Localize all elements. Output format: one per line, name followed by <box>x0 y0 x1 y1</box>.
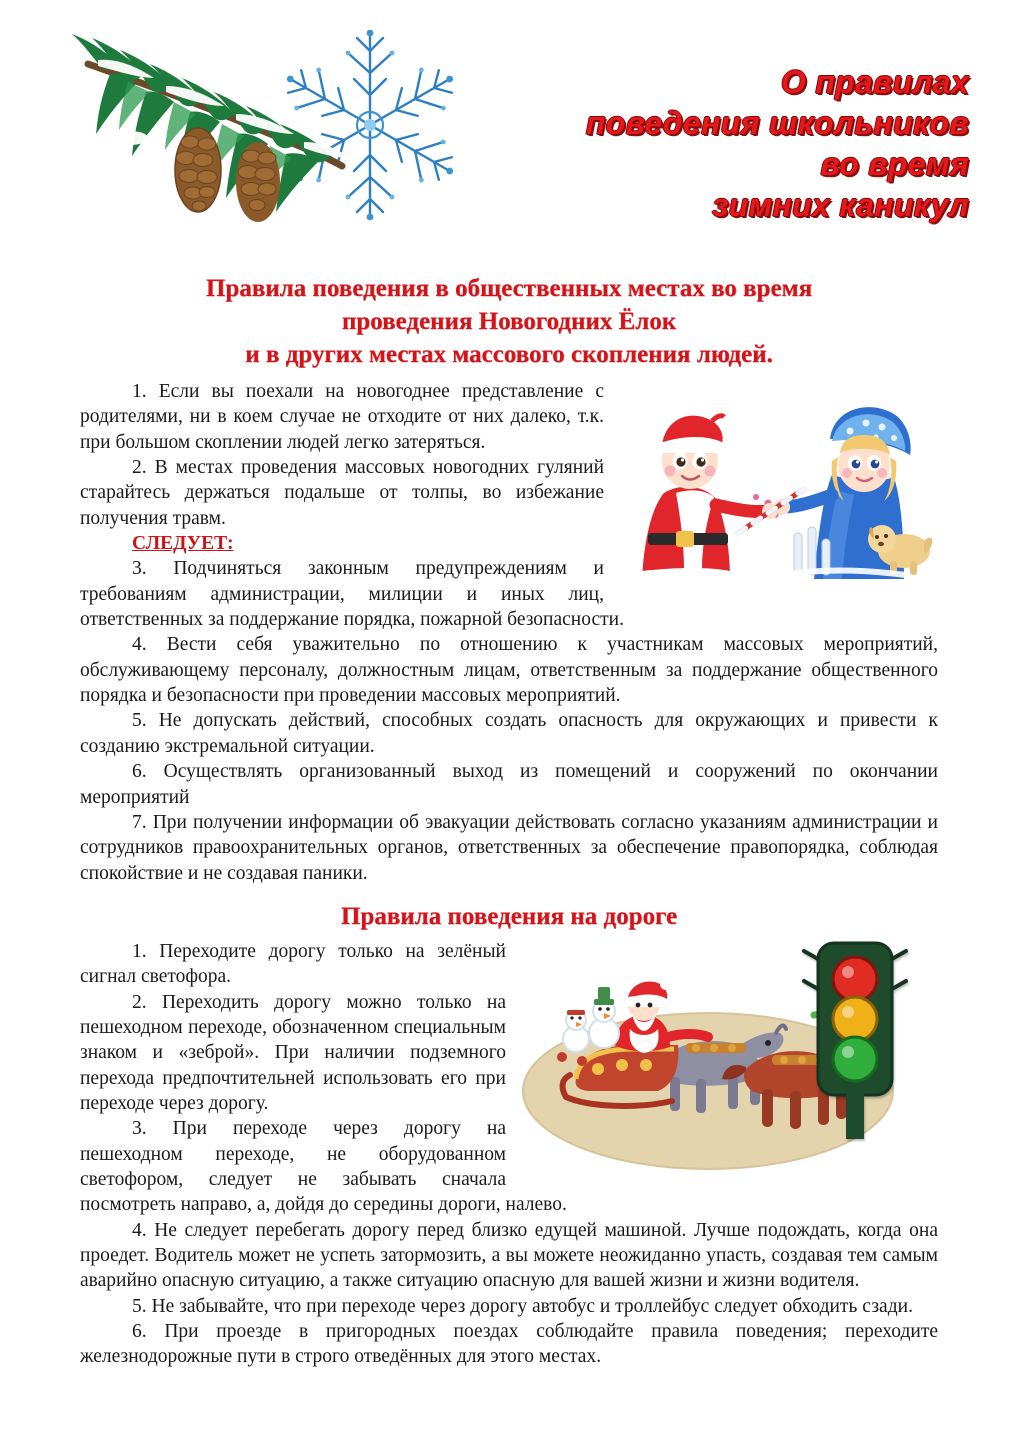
poster-content <box>0 272 1024 1370</box>
poster-title <box>489 62 969 226</box>
fir-branch-snowflake-art <box>70 30 500 245</box>
heading-line: Правила поведения в общественных местах во время <box>205 275 813 302</box>
paragraph-road-5: 5. Не забывайте, что при переходе через дорогу автобус и троллейбус следует обходить сзади. <box>132 1295 913 1317</box>
title-line-2: поведения школьников <box>585 104 969 141</box>
paragraph-road-1: 1. Переходите дорогу только на зелёный сигнал светофора. <box>80 940 506 988</box>
heading-line: и в других местах массового скопления людей. <box>245 341 773 368</box>
title-line-1: О правилах <box>780 64 969 100</box>
troika-sleigh-art <box>518 941 938 1181</box>
poster-header <box>0 0 1024 250</box>
paragraph-pp-4: 4. Вести себя уважительно по отношению к участникам массовых мероприятий, обслуживающему персоналу, должностным лицам, ответственным за поддержание общественного порядка и безопасности при проведении массовых мероприятий. <box>80 634 938 707</box>
label-sleduet: СЛЕДУЕТ: <box>132 533 234 555</box>
heading-line: проведения Новогодних Ёлок <box>341 308 677 335</box>
paragraph-pp-5: 5. Не допускать действий, способных создать опасность для окружающих и привести к созданию экстремальной ситуации. <box>80 710 938 757</box>
paragraph-road-2: 2. Переходить дорогу можно только на пешеходном переходе, обозначенном специальным знаком и «зеброй». При наличии подземного перехода предпочтительней использовать его при переходе через дорогу. <box>80 991 506 1114</box>
paragraph-road-4: 4. Не следует перебегать дорогу перед близко едущей машиной. Лучше подождать, когда она проедет. Водитель может не успеть затормозить, а вы можете неожиданно упасть, создавая тем самым аварийно опасную ситуацию, а также ситуацию опасную для вашей жизни и жизни водителя. <box>80 1219 938 1292</box>
paragraph-road-3: 3. При переходе через дорогу на пешеходном переходе, не оборудованном светофором, следует не забывать сначала посмотреть направо, а, дойдя до середины дороги, налево. <box>80 1118 567 1216</box>
paragraph-pp-2: 2. В местах проведения массовых новогодних гуляний старайтесь держаться подальше от толпы, во избежание получения травм. <box>80 457 604 529</box>
title-line-3: во время <box>820 145 969 182</box>
heading-line: Правила поведения на дороге <box>340 902 678 930</box>
paragraph-road-6: 6. При проезде в пригородных поездах соблюдайте правила поведения; переходите железнодорожные пути в строго отведённых для этого местах. <box>80 1321 938 1368</box>
paragraph-pp-1: 1. Если вы поехали на новогоднее представление с родителями, ни в коем случае не отходите от них далеко, т.к. при большом скоплении людей легко затеряться. <box>80 381 604 453</box>
section-heading-road-rules <box>80 900 938 933</box>
title-line-4: зимних каникул <box>712 186 969 223</box>
paragraph-pp-7: 7. При получении информации об эвакуации действовать согласно указаниям администрации и сотрудников правоохранительных органов, ответственных за обеспечение правопорядка, соблюдая спокойствие и не создавая паники. <box>80 811 938 884</box>
section-heading-public-places <box>80 272 938 371</box>
paragraph-pp-3: 3. Подчиняться законным предупреждениям и требованиям администрации, милиции и иных лиц, ответственных за поддержание порядка, пожарной безопасности. <box>80 558 624 631</box>
santa-and-snowmaiden-art <box>618 383 938 583</box>
paragraph-pp-6: 6. Осуществлять организованный выход из помещений и сооружений по окончании мероприятий <box>80 761 938 808</box>
